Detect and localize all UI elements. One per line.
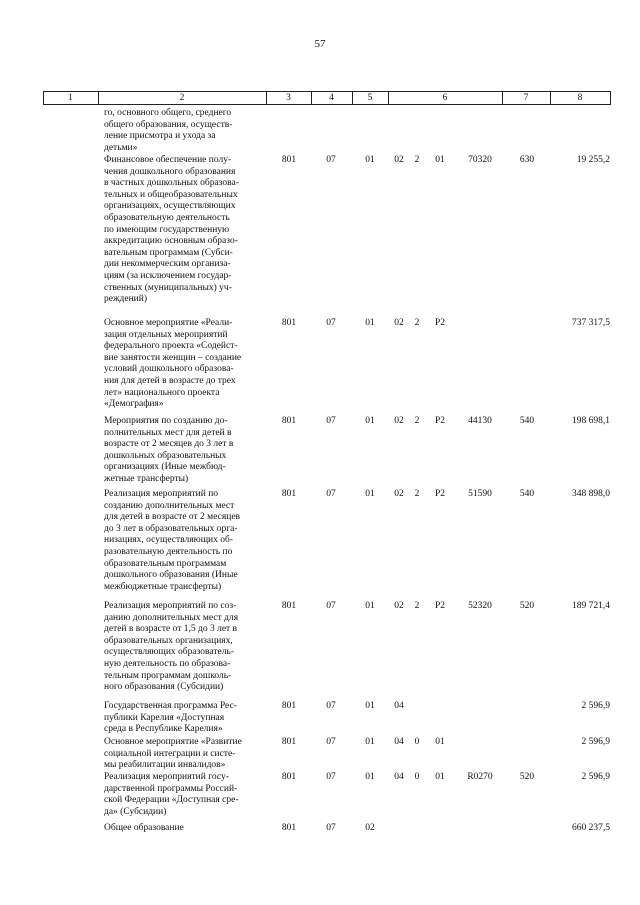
header-col-7: 7: [523, 93, 529, 103]
cell-col3: 801: [281, 823, 297, 833]
cell-col6-a: 02: [394, 155, 404, 165]
cell-col6-d: R0270: [467, 772, 493, 782]
row-name: Реализация мероприятий госу- дарственной программы Россий- ской Федерации «Доступная сре- да» (Субсидии): [104, 772, 239, 817]
row-name: Основное мероприятие «Развитие социальной интеграции и систе- мы реабилитации инвалидов»: [104, 737, 242, 771]
cell-col6-c: P2: [434, 318, 446, 328]
cell-col4: 07: [326, 701, 336, 711]
cell-col4: 07: [326, 318, 336, 328]
cell-col6-b: 2: [414, 416, 420, 426]
cell-col4: 07: [326, 737, 336, 747]
cell-amount: 2 596,9: [581, 701, 610, 711]
cell-col5: 01: [365, 737, 375, 747]
cell-col6-d: 70320: [468, 155, 492, 165]
cell-amount: 2 596,9: [581, 772, 610, 782]
row-name: Мероприятия по созданию до- полнительных мест для детей в возрасте от 2 месяцев до 3 лет в дошкольных образовательных организациях (Иные межбюд- жетные трансферты): [104, 416, 234, 484]
cell-col6-c: 01: [435, 737, 445, 747]
cell-col3: 801: [281, 737, 297, 747]
row-name: Финансовое обеспечение полу- чения дошкольного образования в частных дошкольных образова- тельных и общеобразовательных организациях, осуществляющих образовательную деятельность по имеющим государственную аккредитацию основным образо- вательным программам (Субси- дии некоммерческим организа- циям (за исключением государ- ственных (муниципальных) уч- реждений): [104, 155, 239, 305]
row-name: го, основного общего, среднего общего образования, осуществ- ление присмотра и ухода за детьми»: [104, 108, 233, 153]
cell-amount: 660 237,5: [572, 823, 610, 833]
cell-col6-b: 2: [414, 155, 420, 165]
cell-col6-b: 0: [414, 737, 420, 747]
cell-col7: 520: [519, 772, 535, 782]
cell-col6-a: 04: [394, 737, 404, 747]
page-number: 57: [314, 38, 326, 50]
cell-col6-d: 51590: [468, 489, 492, 499]
cell-col4: 07: [326, 155, 336, 165]
cell-col3: 801: [281, 416, 297, 426]
cell-col4: 07: [326, 823, 336, 833]
cell-amount: 19 255,2: [576, 155, 610, 165]
cell-col5: 01: [365, 601, 375, 611]
header-bottom-border: [43, 104, 610, 105]
cell-col6-c: P2: [434, 416, 446, 426]
cell-col6-b: 0: [414, 772, 420, 782]
cell-col5: 01: [365, 701, 375, 711]
cell-col7: 540: [519, 489, 535, 499]
cell-amount: 189 721,4: [572, 601, 610, 611]
cell-amount: 2 596,9: [581, 737, 610, 747]
cell-col4: 07: [326, 489, 336, 499]
header-col-3: 3: [286, 93, 291, 103]
cell-col5: 01: [365, 155, 375, 165]
cell-col5: 02: [365, 823, 375, 833]
cell-col6-c: 01: [435, 155, 445, 165]
cell-col4: 07: [326, 772, 336, 782]
header-col-1: 1: [68, 93, 73, 103]
cell-col5: 01: [365, 772, 375, 782]
cell-col6-c: 01: [435, 772, 445, 782]
header-col-6: 6: [442, 93, 448, 103]
row-name: Государственная программа Рес- публики Карелия «Доступная среда в Республике Карелия»: [104, 701, 237, 735]
cell-col6-a: 02: [394, 601, 404, 611]
cell-col5: 01: [365, 318, 375, 328]
cell-col6-c: P2: [434, 601, 446, 611]
cell-col3: 801: [281, 318, 297, 328]
cell-col6-b: 2: [414, 489, 420, 499]
cell-col4: 07: [326, 416, 336, 426]
cell-col3: 801: [281, 155, 297, 165]
cell-col6-d: 44130: [468, 416, 492, 426]
cell-col7: 540: [519, 416, 535, 426]
cell-col5: 01: [365, 416, 375, 426]
header-divider: [610, 91, 611, 105]
cell-col6-a: 04: [394, 772, 404, 782]
cell-col6-a: 02: [394, 416, 404, 426]
row-name: Основное мероприятие «Реали- зация отдельных мероприятий федерального проекта «Содейст- вие занятости женщин – создание условий дошкольного образова- ния для детей в возрасте до трех лет» национального проекта «Демография»: [104, 318, 242, 410]
header-col-8: 8: [577, 93, 583, 103]
cell-col6-a: 02: [394, 489, 404, 499]
cell-col7: 630: [519, 155, 535, 165]
row-name: Реализация мероприятий по созданию дополнительных мест для детей в возрасте от 2 месяцев до 3 лет в образовательных орга- низациях, осуществляющих об- разовательную деятельность по образовательным программам дошкольного образования (Иные межбюджетные трансферты): [104, 489, 241, 592]
cell-col6-a: 02: [394, 318, 404, 328]
cell-col7: 520: [519, 601, 535, 611]
header-col-2: 2: [179, 93, 185, 103]
cell-amount: 198 698,1: [572, 416, 610, 426]
cell-amount: 737 317,5: [572, 318, 610, 328]
cell-col6-b: 2: [414, 601, 420, 611]
row-name: Реализация мероприятий по соз- данию дополнительных мест для детей в возрасте от 1,5 до 3 лет в образовательных организациях, осуществляющих образователь- ную деятельность по образова- тельным программам дошколь- ного образования (Субсидии): [104, 601, 239, 693]
cell-col4: 07: [326, 601, 336, 611]
cell-col3: 801: [281, 701, 297, 711]
cell-col5: 01: [365, 489, 375, 499]
cell-col3: 801: [281, 772, 297, 782]
header-col-5: 5: [367, 93, 373, 103]
cell-amount: 348 898,0: [572, 489, 610, 499]
cell-col6-a: 04: [394, 701, 404, 711]
cell-col6-c: P2: [434, 489, 446, 499]
header-col-4: 4: [329, 93, 334, 103]
cell-col6-b: 2: [414, 318, 420, 328]
cell-col3: 801: [281, 489, 297, 499]
row-name: Общее образование: [104, 823, 184, 833]
cell-col6-d: 52320: [468, 601, 492, 611]
cell-col3: 801: [281, 601, 297, 611]
